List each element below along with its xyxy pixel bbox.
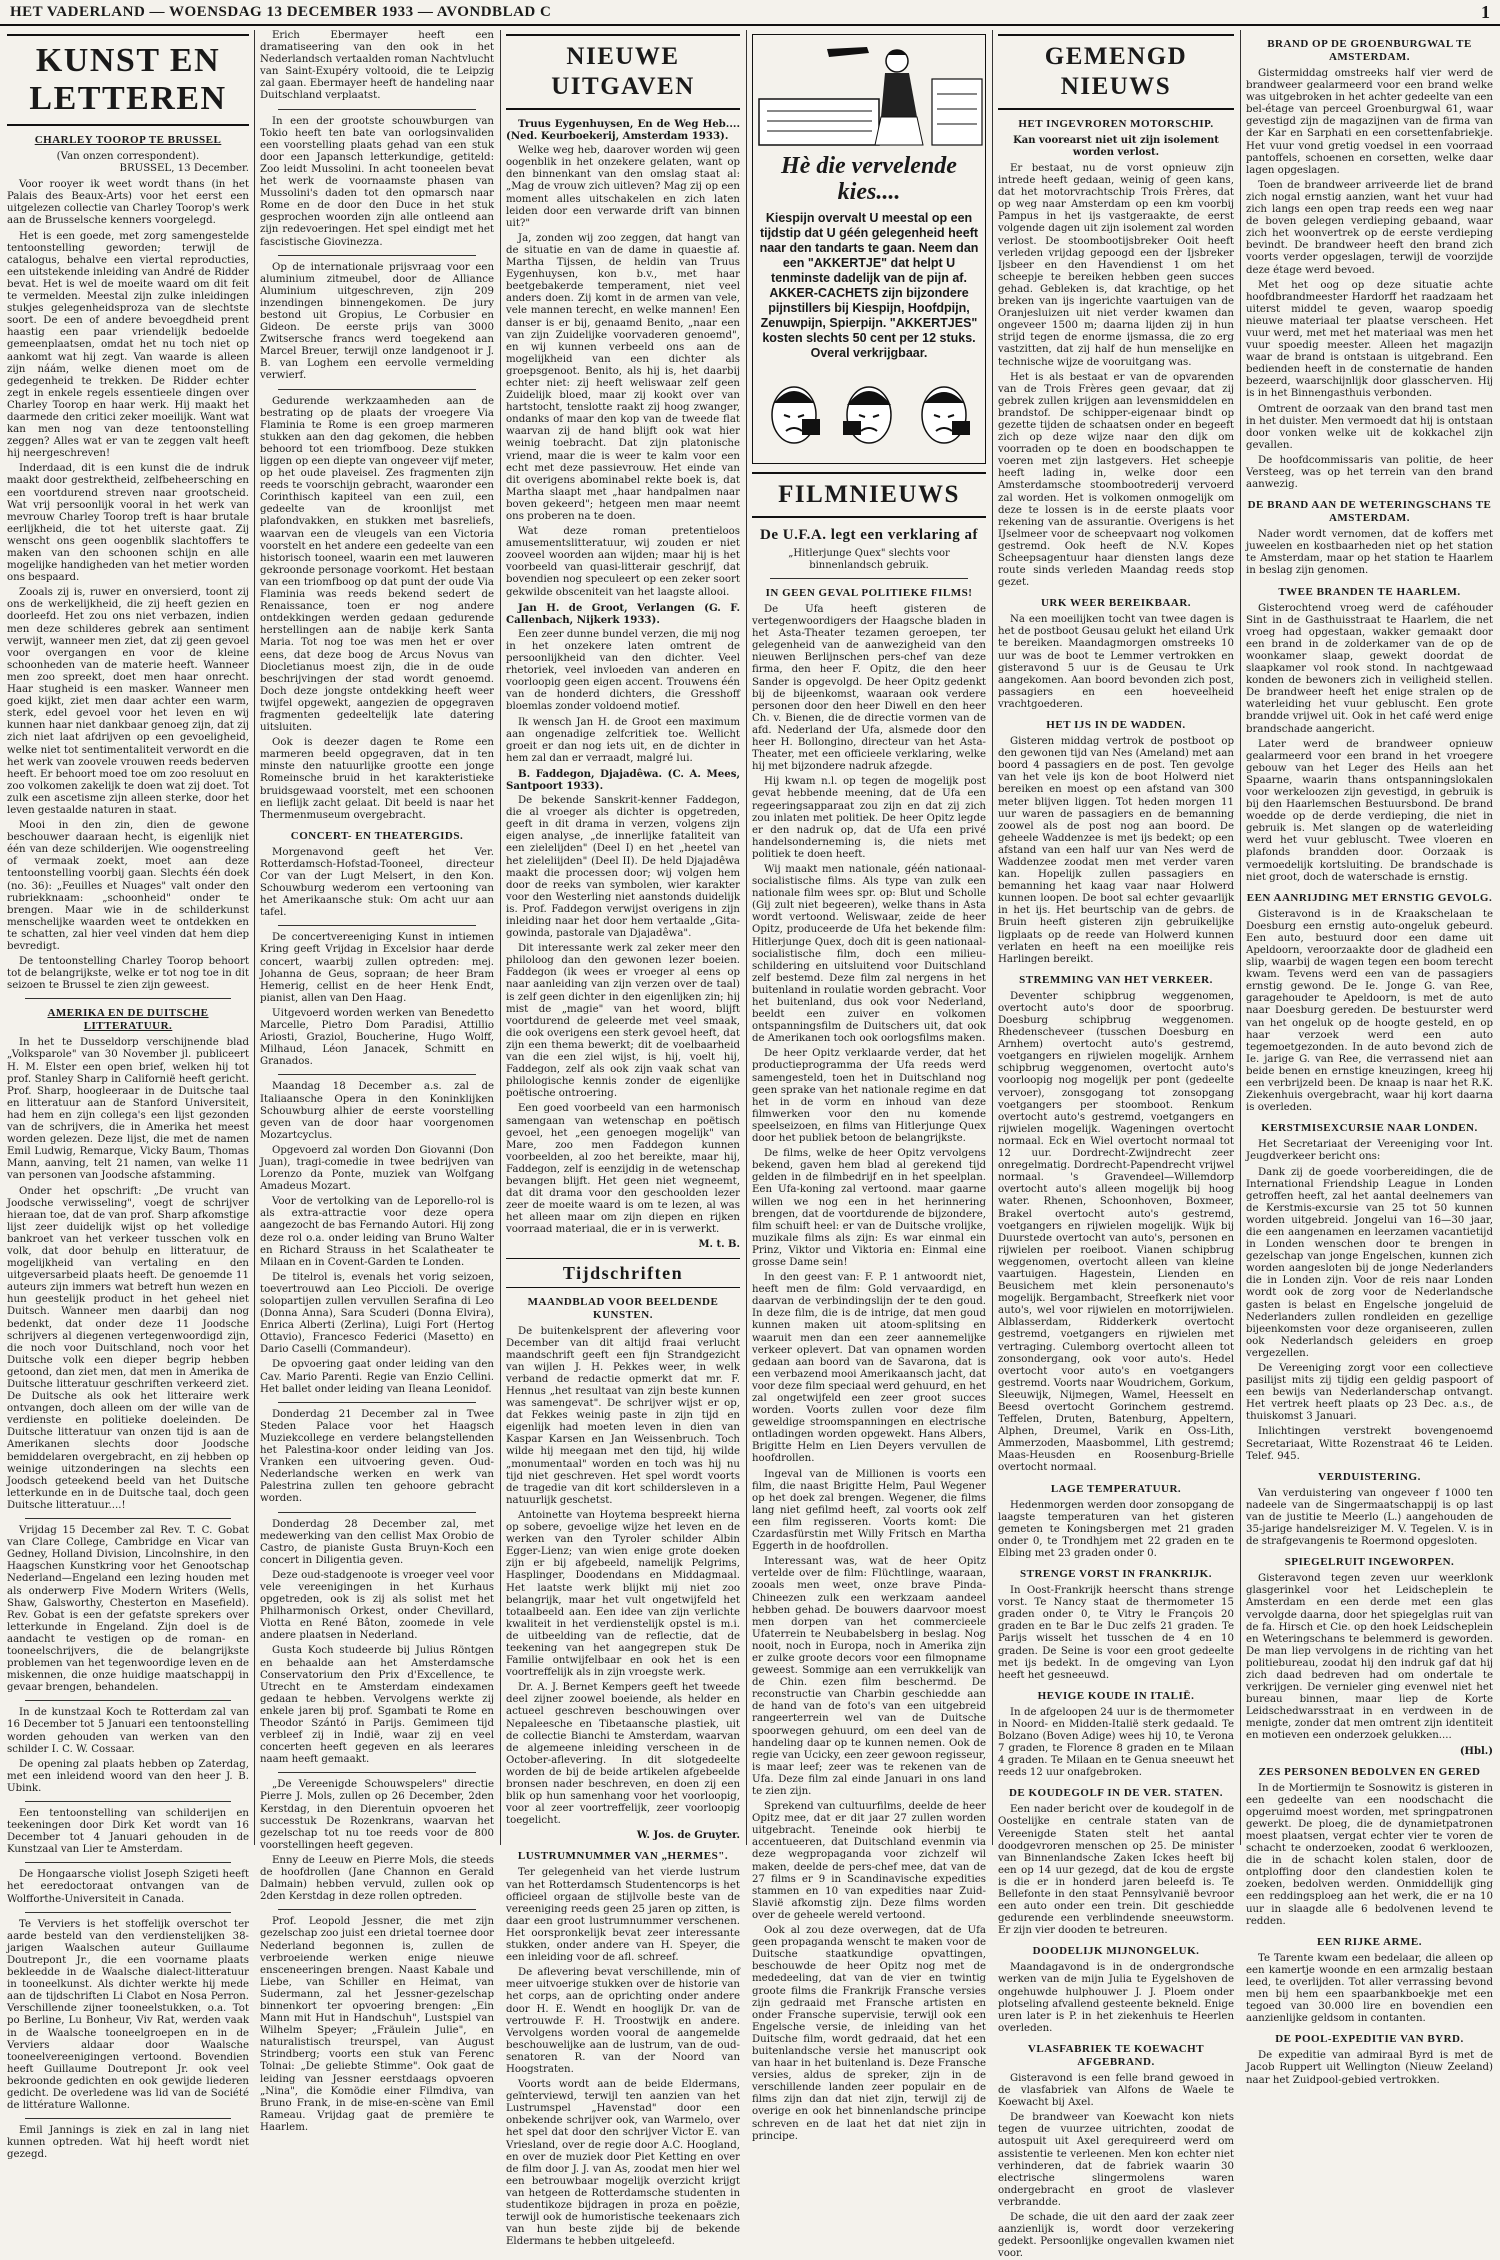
article-title: HEVIGE KOUDE IN ITALIË. [1037,1689,1195,1702]
column-nieuwe-uitgaven [503,30,743,2248]
column-kunst-en-letteren [4,30,252,2161]
paragraph: Een goed voorbeeld van een harmonisch samengaan van wetenschap en poëtisch gevoel, het „een genoegen mogelijk" van Mare, zoo men Faddegon kunnen voorbeelden, al zoo het bereikte, maar hij, Faddegon, zelf is eenzijdig in de wetenschap bevangen blijft. Het geen niet wegneemt, dat dit drama voor den geschoolden lezer zeer de moeite waard is om te lezen, al was het alleen maar om zijn diepen en rijken voorraad materiaal, die er in is verwerkt. [506,1103,740,1236]
paragraph: Met het oog op deze situatie achte hoofdbrandmeester Hardorff het raadzaam het uiterst middel te geven, waarop spoedig nieuwe materiaal ter plaatse verscheen. Het vuur werd, met met het materiaal was men het vuur spoedig meester. Alleen het magazijn waar de brand is ontstaan is uitgebrand. Een bedienden heeft in de consternatie de handen bezeerd, waarschijnlijk door glasscherven. Hij is in het Binnengasthuis verbonden. [1246,279,1493,400]
paragraph: Voor rooyer ik weet wordt thans (in het Palais des Beaux-Arts) voor het eerst een uitgelezen collectie van Charley Toorop's werk aan de Brusselsche kenners voorgelegd. [7,179,249,227]
paragraph: Antoinette van Hoytema bespreekt hierna op sobere, gevoelige wijze het leven en de werken van den Tyroler schilder Albin Egger-Lienz; van wien enige grote doeken zijn er bij afgebeeld, namelijk Pelgrims, Hasplinger, Doodendans en Middagmaal. Het laatste werk blijkt mij niet zoo belangrijk, maar het vult ongetwijfeld het totaalbeeld aan. Een idee van zijn verlichte kwaliteit in het verdienstelijk opstel is m.i. de uitbeelding van de reflectie, dat de teekening van het aangegrepen stuk De Familie ontwijfelbaar en ook het is een voortreffelijk als in zijn vroegste werk. [506,1509,740,1679]
section-head-gemengd-nieuws: GEMENGD NIEUWS [998,34,1234,110]
paragraph: In de Mortiermijn te Sosnowitz is gisteren in een gedeelte van een noodschacht die opgeruimd moest worden, met springpatronen gewerkt. De ploeg, die de dynamietpatronen moest plaatsen, vergat echter vier te voren de schacht te onderzoeken, zoodat 6 werkloozen, die in de schacht kolen stalen, door de ontploffing door den clandestien kolen te zoeken, bedolven werden. Onmiddellijk ging een reddingsploeg aan het werk, die er na 10 uur in slaagde alle 6 bedolvenen levend te redden. [1246,1782,1493,1927]
paragraph: Voorts wordt aan de beide Eldermans, geïnterviewd, terwijl ten aanzien van het Lustrumspel „Havenstad" door een onbekende schrijver ook, van Warmelo, over het spel dat door den schrijver Victor E. van Vriesland, over de regie door A.C. Hoogland, en over de muziek door Piet Ketting en over de film door J. J. van As, zoodat men hier wel een betrouwbaar mogelijk overzicht krijgt van hetgeen de Rotterdamsche studenten in studentikoze bijdragen in proza en poëzie, terwijl ook de humoristische teekenaars zich van hun beste zijde bij de bekende Eldermans te hebben uitgeleefd. [506,2079,740,2248]
paragraph: Hedenmorgen werden door zonsopgang de laagste temperaturen van het gisteren gemeten te Koningsbergen met 21 graden onder 0, te Trondhjem met 22 graden en te Elbing met 23 graden onder 0. [998,1499,1234,1559]
paragraph: Omtrent de oorzaak van den brand tast men in het duister. Men vermoedt dat hij is ontstaan door vonken welke uit de kokkachel zijn gevallen. [1246,403,1493,451]
paragraph: Morgenavond geeft het Ver. Rotterdamsch-Hofstad-Tooneel, directeur Cor van der Lugt Melsert, in den Kon. Schouwburg wederom een vertooning van het Amerikaansche stuk: Om acht uur aan tafel. [260,846,494,919]
divider [25,998,231,999]
advertisement-slogan: Hè die vervelende kies.... [781,153,957,205]
divider [278,1512,476,1513]
paragraph: Gedurende werkzaamheden aan de bestrating op de plaats der vroegere Via Flaminia te Rome is een groep marmeren stukken aan den dag gekomen, die hebben behoord tot een triomfboog. Deze stukken liggen op een diepte van ongeveer vijf meter, op het oude plaveisel. Zes fragmenten zijn reeds te voorschijn gebracht, waaronder een Corinthisch kapiteel van een zuil, een gedeelte van de kroonlijst met plafondvakken, en stukken met basreliefs, waarvan een de vleugels van een Victoria voorstelt en het andere een gedeelte van een historisch tooneel, waarin een met lauweren gekroonde personage voorkomt. Het bestaan van een triomfboog op dat punt der oude Via Flaminia was reeds bekend sedert de Renaissance, toen er nog andere ontdekkingen werden gedaan gedurende herstellingen aan de nabije kerk Santa Maria. Tot nog toe was men het er over eens, dat deze boog de Arcus Novus van Diocletianus moest zijn, die in de oude beschrijvingen der stad wordt genoemd. Doch deze jongste ontdekking heeft weer twijfel opgewekt, aangezien de opgegraven fragmenten gedeeltelijk late datering uitsluiten. [260,395,494,734]
article-title: DOODELIJK MIJNONGELUK. [1032,1945,1200,1958]
article-source: (Van onzen correspondent). [56,151,200,162]
section-head-nieuwe-uitgaven: NIEUWE UITGAVEN [506,34,740,110]
divider [25,1912,231,1913]
article-deck: „Hitlerjunge Quex" slechts voor binnenlandsch gebruik. [788,548,950,571]
paragraph: Nader wordt vernomen, dat de koffers met juweelen en kostbaarheden niet op het station te Amsterdam, maar op het station te Haarlem in beslag zijn genomen. [1246,529,1493,577]
paragraph: De brandweer van Koewacht kon niets tegen de vuurzee uitrichten, zoodat de autospuit uit Axel gerequireerd werd om assistentie te verleenen. Men kon echter niet verhinderen, dat de fabriek waarin 30 electrische slingermolens waren ondergebracht en groot de vlaslever verbrandde. [998,2112,1234,2208]
divider [25,2118,231,2119]
article-title: EEN RIJKE ARME. [1317,1935,1422,1948]
column-kunst-vervolg [257,30,497,2133]
akkertje-advertisement [752,34,986,464]
paragraph: De titelrol is, evenals het vorig seizoen, toevertrouwd aan Leo Piccioli. De overige solopartijen zullen vervullen Serafina di Leo (Donna Anna), Sara Scuderi (Donna Elvira), Enrica Alberti (Zerlina), Luigi Fort (Hertog Ottavio), Francesco Federici (Masetto) en Dario Caselli (Commandeur). [260,1271,494,1356]
book-title: B. Faddegon, Djajadêwa. (C. A. Mees, Santpoort 1933). [506,767,740,792]
paragraph: Te Tarente kwam een bedelaar, die alleen op een kamertje woonde en een armzalig bestaan leed, te overlijden. Tot aller verrassing bevond men bij hem een spaarbankboekje met een tegoed van 30.000 lire en bovendien een aanzienlijke geldsom in contanten. [1246,1952,1493,2025]
paragraph: Opgevoerd zal worden Don Giovanni (Don Juan), tragi-comedie in twee bedrijven van Lorenzo da Ponte, muziek van Wolfgang Amadeus Mozart. [260,1144,494,1193]
paragraph: Na een moeilijken tocht van twee dagen is het de postboot Geusau gelukt het eiland Urk te bereiken. Maandagmorgen omstreeks 10 uur was de boot te Lemmer vertrokken en gisteravond 5 uur is de Geusau te Urk aangekomen. Aan boord bevonden zich post, passagiers en een hoeveelheid vrachtgoederen. [998,614,1235,710]
pained-face-illustration [837,375,901,459]
pained-face-illustration [762,375,826,459]
article-title: VERDUISTERING. [1318,1470,1421,1483]
divider [278,255,476,256]
divider [278,109,476,110]
masthead [0,0,1500,26]
paragraph: Zooals zij is, ruwer en onversierd, toont zij ons de werkelijkheid, die zij heeft gezien en doorleefd. Het zou ons niet verbazen, indien men deze schilderes gebrek aan sentiment verwijt, wanneer men ziet, dat zij geen gevoel voor overgangen en voor de kleine schoonheden van de materie heeft. Wanneer men zoo spreekt, doet men haar onrecht. Haar stugheid is een masker. Wanneer men goed kijkt, ziet men daar achter een warm, sterk, edel gevoel voor het leven en wij kunnen haar niet dankbaar genoeg zijn, dat zij zich niet laat afdrijven op een gevoeligheid, welke niet tot sentimentaliteit verwordt en die het werk van zoovele vrouwen reeds bederven heeft. Er behoort moed toe om zoo resoluut en zoo volkomen zakelijk te doen wat zij doet. Tot zulk een ascetisme zijn alleen sterke, door het leven gestaalde naturen in staat. [7,587,249,816]
paragraph: De Hongaarsche violist Joseph Szigeti heeft het eeredoctoraat ontvangen van de Wolfforthe-Universiteit in Canada. [7,1869,249,1905]
signature: W. Jos. de Gruyter. [636,1830,740,1842]
paragraph: Uitgevoerd worden werken van Benedetto Marcelle, Pietro Dom Paradisi, Attillio Ariosti, Graziol, Boucherine, Hugo Wolff, Milhaud, Léon Janacek, Schmitt en Granados. [260,1007,494,1068]
article-title: ZES PERSONEN BEDOLVEN EN GERED [1258,1765,1481,1778]
article-title: DE KOUDEGOLF IN DE VER. STATEN. [1008,1787,1224,1800]
woman-at-table-illustration [757,39,989,149]
paragraph: Een tentoonstelling van schilderijen en teekeningen door Dirk Ket wordt van 16 December tot 4 Januari gehouden in de Kunstzaal van Lier te Amsterdam. [7,1808,249,1856]
divider [25,1801,231,1802]
paragraph: Een zeer dunne bundel verzen, die mij nog in het onzekere laten omtrent de persoonlijkheid van den dichter. Veel rhetoriek, veel invloeden van anderen en voorloopig geen eigen accent. Trouwens één van de honderd dichters, die Gresshoff bloemlas zonder voldoend motief. [506,628,740,713]
article-title: STRENGE VORST IN FRANKRIJK. [1020,1568,1212,1581]
paragraph: De heer Opitz verklaarde verder, dat het productieprogramma der Ufa reeds werd samengesteld, toen het in Duitschland nog geen sprake van het nationale regime en dat het in de vorm en inhoud van deze filmwerken voor den nu komende speelseizoen, en films van Hitlerjunge Quex door het publiek betoon de belangrijkste. [752,1048,986,1145]
paragraph: Deze oud-stadgenoote is vroeger veel voor vele vereenigingen in het Kurhaus opgetreden, ook is zij als solist met het Philharmonisch Orkest, onder Chevillard, Viotta en René Bâton, zoomede in vele andere plaatsen in Nederland. [260,1569,494,1642]
paragraph: De hoofdcommissaris van politie, de heer Versteeg, was op het terrein van den brand aanwezig. [1246,454,1493,491]
paragraph: Gisteren middag vertrok de postboot op den gewonen tijd van Nes (Ameland) met aan boord 4 passagiers en de post. Ten gevolge van het vele ijs kon de boot Holwerd niet bereiken en moest op een afstand van 300 meter blijven liggen. Tot heden morgen 11 uur waren de passagiers en de bemanning zoowel als de post nog aan boord. De geheele Waddenzee is met ijs bedekt; op een afstand van een half uur van Nes werd de Waddenzee zoodat men met verder varen kan. Hopelijk zullen passagiers en bemanning het kaag vaar naar Holwerd kunnen loopen. De boot sal echter gevaarlijk in het ijs. Het beurtschip van de gebrs. de Bruin heeft gisteren zijn gebruikelijke ligplaats op de reede van Holwerd kunnen verlaten en heeft na een moeilijke reis Harlingen bereikt. [998,736,1234,965]
paragraph: Ingeval van de Millionen is voorts een film, die naast Brigitte Helm, Paul Wegener op het doek zal brengen. Wegener, die films lang niet gefilmd heeft, zal voorts ook zelf een film regisseren. Voorts komt: Die Czardasfürstin met Willy Fritsch en Martha Eggerth in de hoofdrollen. [752,1468,986,1553]
page-number: 1 [1481,1,1490,22]
column-gemengd-nieuws [995,30,1237,2260]
article-title: URK WEER BEREIKBAAR. [1040,597,1192,610]
article-title: VLASFABRIEK TE KOEWACHT AFGEBRAND. [1027,2042,1205,2068]
book-title: Jan H. de Groot, Verlangen (G. F. Callenbach, Nijkerk 1933). [506,601,740,626]
column-rule [1240,30,1241,1845]
paragraph: Gusta Koch studeerde bij Julius Röntgen en behaalde aan het Amsterdamsche Conservatorium den Prix d'Excellence, te Utrecht en te Amsterdam eindexamen gedaan te hebben. Vervolgens werkte zij enkele jaren bij prof. Sgambati te Rome en Theodor Szántó in Parijs. Gemimeen tijd verbleef zij in Indië, waar zij en veel concerten heeft gegeven en als leerares naam heeft gemaakt. [260,1645,494,1766]
paragraph: Sprekend van cultuurfilms, deelde de heer Opitz mee, dat er dit jaar 27 zullen worden uitgebracht. Teneinde ook hierbij te accentueeren, dat Duitschland evenmin via deze wegpropaganda voor zichzelf wil maken, deelde de pers-chef mee, dat van de 27 films er 9 in Scandinavische expedities stammen en 10 van expedities naar Zuid-Slavië afkomstig zijn. Deze films worden over de geheele wereld vertoond. [752,1801,986,1921]
paragraph: Dank zij de goede voorbereidingen, die de International Friendship League in Londen getroffen heeft, zal het aantal deelnemers van de Kerstmis-excursie van 25 tot 50 kunnen worden uitgebreid. Jongelui van 16—30 jaar, die een aangenamen en leerzamen vacantietijd in Londen wenschen door te brengen in gezelschap van jonge Engelschen, kunnen zich worden aangesloten bij de jonge Nederlanders die in Londen zijn. Voor de reis naar Londen wordt ook de zorg voor de Nederlandsche gasten is belast en Engelsche jongeluid de Nederlanders zullen rondleiden en gezellige bijeenkomsten voor deze organiseeren, zullen ook Nederlandsch geleiders en groep vergezellen. [1246,1166,1493,1359]
divider [25,1862,231,1863]
paragraph: Voor de vertolking van de Leporello-rol is als extra-attractie voor deze opera aangezocht de bas Fernando Autori. Hij zong deze rol o.a. onder leiding van Bruno Walter en Richard Strauss in het Scalatheater te Milaan en in Covent-Garden te Londen. [260,1196,494,1268]
paragraph: Ik wensch Jan H. de Groot een maximum aan ongenadige zelfcritiek toe. Wellicht groeit er dan nog iets uit, en de dichter in hem zal dan er verraadt, malgré lui. [506,716,740,764]
article-title: BRAND OP DE GROENBURGWAL TE AMSTERDAM. [1267,38,1472,63]
paragraph: Wat deze roman pretentieloos amusementslitteratuur, wij zouden er niet zooveel woorden aan wijden; maar hij is het voorbeeld van quasi-litterair geschrijf, dat bovendien nog speculeert op een zeker soort gekwilde obsceniteit van het laagste allooi. [506,526,740,598]
paragraph: In den geest van: F. P. 1 antwoordt niet, heeft men de film: Gold vervaardigd, en daarvan de verbindingslijn der te den goud. In deze film, die is de intrige, dat men goud kunnen maken uit atoom-splitsing en waaruit men dan een zeer aannemelijke verkeer oplevert. Dat van opnamen worden gedaan aan boord van de Savarona, dat is een verbazend mooi Amerikaansch jacht, dat voor deze film speciaal werd gehuurd, en het zal ongetwijfeld een zeer groot succes worden. Voorts zullen voor deze film geweldige stroomspanningen en electrische ontladingen worden opgewekt. Hans Albers, Brigitte Helm en Lien Deyers vervullen de hoofdrollen. [752,1272,986,1465]
paragraph: Prof. Leopold Jessner, die met zijn gezelschap zoo juist een drietal toernee door Nederland begonnen is, zullen de verbroeiende werken enige nieuwe ensceneeringen brengen. Naast Kabale und Liebe, van Schiller en Heimat, van Sudermann, zal het Jessner-gezelschap binnenkort ter opvoering brengen: „Ein Mann mit Hut in Handschuh", Lustspiel van Wilhelm Speyer; „Fräulein Julie", en naturalistisch treurspel, van August Strindberg; voorts een stuk van Ferenc Tolnai: „De geliebte Stimme". Ook gaat de leiding van Jessner eerstdaags opvoeren „Nina", die Komödie einer Filmdiva, van Bruno Frank, in de mise-en-scène van Emil Rameau. Vrijdag gaat de première te Haarlem. [260,1916,494,2133]
paragraph: Dr. A. J. Bernet Kempers geeft het tweede deel zijner zoowel boeiende, als helder en actueel geschreven beschouwingen over Nepaleesche en Tibetaansche plastiek, uit de collectie Bianchi te Amsterdam, waarvan de algemeene inleiding verscheen in de October-aflevering. In dit slotgedeelte worden de bij de beide artikelen afgebeelde bronsen nader beschreven, en doen zij een blik op hun samenhang voor het voorloopig, voor al zeer voortreffelijk, zeer voorloopig toegelicht. [506,1682,740,1827]
paragraph: Donderdag 28 December zal, met medewerking van den cellist Max Orobio de Castro, de pianiste Gusta Bruyn-Koch een concert in Diligentia geven. [260,1518,494,1566]
advertisement-body: Kiespijn overvalt U meestal op een tijdstip dat U géén gelegenheid heeft naar den tandarts te gaan. Neem dan een "AKKERTJE" dat helpt U tenminste dadelijk van de pijn af. AKKER-CACHETS zijn bijzondere pijnstillers bij Kiespijn, Hoofdpijn, Zenuwpijn, Spierpijn. "AKKERTJES" kosten slechts 50 cent per 12 stuks. Overal verkrijgbaar. [759,211,979,360]
advertisement-faces [757,367,981,459]
paragraph: „De Vereenigde Schouwspelers" directie Pierre J. Mols, zullen op 26 December, 2den Kerstdag, in den Dierentuin opvoeren het successtuk De Rozenkrans, waarvan het gezelschap tot nu toe reeds voor de 800 voorstellingen heeft gegeven. [260,1779,494,1851]
article-title: DE POOL-EXPEDITIE VAN BYRD. [1275,2033,1464,2046]
column-rule [500,30,501,1845]
paragraph: Ja, zonden wij zoo zeggen, dat hangt van de situatie en van de dame in quaestie af. Martha Tijssen, de heldin van Truus Eygenhuysen, kon b.v., met haar beetgebakerde temperament, niet veel anders doen. Zij komt in de armen van vele, vele mannen terecht, en welke mannen! Een danser is er bij, genaamd Benito, „naar een van zijn Zuidelijke voorvaderen genoemd", en wij kunnen verbeeld ons aan de mogelijkheid van een dichter als groepsgenoot. Benito, als hij is, het daarbij echter niet: zij heeft weliswaar zelf geen Zuidelijk bloed, maar zij kookt over van hartstocht, tenslotte raakt zij hoog zwanger, ondanks of maar den kop van de tweede flat waarvan zij de hand blijft ook wat hier weinig toebracht. Dat zijn platonische vriend, maar die is weer te kalm voor een echt met deze passievrouw. Het einde van dit overigens abominabel rekte boek is, dat Martha slaapt met „haar handpalmen naar boven gekeerd"; hetgeen men maar neemt ons proberen na te doen. [506,232,740,522]
advertisement-illustration [757,39,981,149]
article-title: HET INGEVROREN MOTORSCHIP. [1018,118,1214,130]
paragraph: Inderdaad, dit is een kunst die de indruk maakt door gestrektheid, zelfbeheersching en een voortdurend streven naar grootscheid. Wat vrij persoonlijk vooral in het werk van mevrouw Charley Toorop treft is haar brutale eerlijkheid, die tot het uiterste gaat. Zij wenscht ons geen oogenblik slachtoffers te maken van den schoonen schijn en alle mogelijke handigheden van het metier worden ons bespaard. [7,463,249,584]
column-nieuws-vervolg [1243,30,1496,2086]
book-title: Truus Eygenhuysen, En de Weg Heb.... (Ned. Keurboekerij, Amsterdam 1933). [506,118,740,143]
paragraph: In Oost-Frankrijk heerscht thans strenge vorst. Te Nancy staat de thermometer 15 graden onder 0, te Vitry le François 20 graden en te Bar le Duc zelfs 21 graden. Te Parijs wisselt het tusschen de 4 en 10 graden. De Seine is voor een groot gedeelte met ijs bedekt. In de omgeving van Lyon heeft het gesneeuwd. [998,1585,1234,1681]
paragraph: Emil Jannings is ziek en zal in lang niet kunnen optreden. Wat hij heeft wordt niet gezegd. [7,2125,249,2161]
signature: (Hbl.) [1459,1745,1493,1757]
article-title: LAGE TEMPERATUUR. [1050,1482,1182,1495]
paragraph: Donderdag 21 December zal in Twee Steden Palace voor het Haagsch Muziekcollege en verdere belangstellenden het Palestina-koor onder leiding van Jos. Vranken een uitvoering geven. Oud-Nederlandsche werken en werk van Palestrina zullen ten gehoore gebracht worden. [260,1408,494,1505]
section-head-tijdschriften: Tijdschriften [506,1258,740,1288]
article-dateline: BRUSSEL, 13 December. [119,163,249,175]
article-title-ufa: De U.F.A. legt een verklaring af [760,527,978,543]
divider [278,1074,476,1075]
paragraph: In de afgeloopen 24 uur is de thermometer in Noord- en Midden-Italië sterk gedaald. Te Bolzano (Boven Adige) wees hij 10, te Verona 7 graden, te Florence 8 graden en te Milaan 4 graden. Te Milaan en te Genua sneeuwt het reeds 12 uur onafgebroken. [998,1706,1234,1779]
paragraph: Vrijdag 15 December zal Rev. T. C. Gobat van Clare College, Cambridge en Vicar van Gedney, Holland Division, Lincolnshire, in den Haagschen Kunstkring voor het Genootschap Nederland—Engeland een lezing houden met als onderwerp Five Modern Writers (Wells, Shaw, Galsworthy, Chesterton en Masefield). Rev. Gobat is een der gefatste sprekers over letterkunde in Engeland. Zijn doel is de aandacht te vestigen op de roman- en tooneelschrijvers, die de belangrijkste problemen van het tegenwoordige leven en de miskennen, die onze huidige maatschappij in gevaar brengen, behandelen. [7,1525,249,1694]
article-title: SPIEGELRUIT INGEWORPEN. [1284,1556,1455,1569]
paragraph: In het te Dusseldorp verschijnende blad „Volksparole" van 30 November jl. publiceert H. M. Elster een open brief, welken hij tot prof. Stanley Sharp in Californië heeft gericht. Prof. Sharp, hoogleeraar in de Duitsche taal en litteratuur aan de Stanford Universiteit, had hem en zijn collega's een lijst gezonden van de schrijvers, die in Amerika het meest worden gelezen. Deze lijst, die met de namen Emil Ludwig, Remarque, Vicky Baum, Thomas Mann, aanving, telt 21 namen, van welke 11 van personen van Joodsche afstamming. [7,1037,249,1182]
divider [278,1772,476,1773]
divider [25,1700,231,1701]
paragraph: Onder het opschrift: „De vrucht van Joodsche verwisseling", voegt de schrijver hieraan toe, dat de van prof. Sharp afkomstige lijst zeer duidelijk wijst op het volledige bankroet van het verkeer tusschen volk en volk, dat door behulp en litteratuur, de mogelijkheid van vertaling en den uitgeversarbeid plaats heeft. De genoemde 11 auteurs zijn immers wat betreft hun wezen en hun geestelijk product in het geheel niet Duitsch. Wanneer men daarbij dan nog bedenkt, dat onder deze 11 Joodsche schrijvers al diegenen vertegenwoordigd zijn, die noch voor Duitschland, noch voor het Duitsche volk een dieper begrip hebben getoond, dan ziet men, dat men in Amerika de Duitsche litteratuur geschriften verkeerd ziet. De Duitsche als ook het litteraire werk ontvangen, doch alleen om der wille van de verdienste en politieke doeleinden. De Duitsche litteratuur van onzen tijd is aan de Amerikanen slechts door Joodsche bemiddelaren overgebracht, en zij hebben op weinige uitzonderingen na slechts een Joodsch geteekend beeld van het Duitsche letterkunde en in de Duitsche taal, doch geen Duitsche litteratuur....! [7,1185,249,1511]
paragraph: De Ufa heeft gisteren de vertegenwoordigers der Haagsche bladen in het Asta-Theater tezamen geroepen, ter gelegenheid van de aanwezigheid van den nieuwen Berlijnschen pers-chef van deze firma, den heer F. Opitz, die den heer Sander is opgevolgd. De heer Opitz gedenkt bij de bijeenkomst, waaraan ook verdere personen door den heer Diwell en den heer Ch. v. Bienen, die de directie vormen van de afd. Nederland der Ufa, alsmede door den heer H. Bollongino, directeur van het Asta-Theater, met een officieele verklaring, welke hij met bijzondere nadruk afzegde. [752,604,986,773]
magazine-title: LUSTRUMNUMMER VAN „HERMES". [517,1850,729,1863]
paragraph: Op de internationale prijsvraag voor een aluminium zitmeubel, door de Alliance Aluminium uitgeschreven, zijn 209 inzendingen binnengekomen. De jury bestond uit Gropius, Le Corbusier en Gideon. De eerste prijs van 3000 Zwitsersche francs werd toegekend aan Marcel Breuer, terwijl onze landgenoot ir J. B. van Loghem een eervolle vermelding verwierf. [260,261,494,382]
paragraph: Een nader bericht over de koudegolf in de Oostelijke en centrale staten van de Vereenigde Staten stelt het aantal doodgevroren menschen op 25. De minister van Binnenlandsche Zaken Ickes heeft bij een op 14 uur gezegd, dat de kou de ergste is die er in honderd jaren beleefd is. Te Bellefonte in den staat Pennsylvanië bevroor een auto onder een trein. Dit geschiedde gedurende een verblindende sneeuwstorm. Er zijn vier dooden te betreuren. [998,1804,1234,1937]
paragraph: Gisteravond is in de Kraakschelaan te Doesburg een ernstig auto-ongeluk gebeurd. Een auto, bestuurd door een dame uit Apeldoorn, veroorzaakte door de gladheid een slip, waarbij de wagen tegen een boom terecht kwam. Tevens werd een van de passagiers ernstig gewond. De Ie. Jonge G. van Ree, garagehouder te Apeldoorn, is met de auto naar Doesburg gereden. De bestuurster werd van het ongeluk op de hoogte gesteld, en op haar verzoek werd een auto tegemoetgezonden. In de auto bevond zich de Ie. jarige G. van Ree, die verrassend niet aan beide benen en ernstige kneuzingen, kreeg hij een verbrijzeld been. De knaap is naar het R.K. Ziekenhuis overgebracht, waar hij kort daarna is overleden. [1246,908,1493,1114]
paragraph: De films, welke de heer Opitz vervolgens bekend, gaven hem blad al gerekend tijd gelden in de filmbedrijf en in het speelplan. Een Ufa-koning zal vertoond. maar gaarne willen we nog een in het herinnering brengen, dat de voortdurende de bijzondere, film schuift heel: er van de Duitsche vrolijke, muzikale films als zijn: Es war einmal ein Prinz, Viktor und Viktoria en: Einmal eine grosse Dame sein! [752,1148,986,1268]
paragraph: Dit interessante werk zal zeker meer den philoloog dan den gewonen lezer boeien. Faddegon (ik wees er vroeger al eens op naar aanleiding van zijn verzen over de taal) is zelf geen dichter in den eigenlijken zin; hij mist de „magie" van het woord, blijft voortdurend de geleerde met veel smaak, die ook overigens een sterk gevoel heeft, dat zijn een thema bewerkt; dit de voelbaarheid van die een ziel wijst, is hij, voelt hij, Faddegon, zelf als ook zijn vaak schat van philologische kennis zonder de eigenlijke poëtische ontroering. [506,943,740,1100]
paragraph: Ook is deezer dagen te Rome een marmeren beeld opgegraven, dat in ten minste den natuurlijke grootte een jonge Romeinsche bruid in het karakteristieke bruidsgewaad voorstelt, met een schoonen en lieflijk zacht gelaat. Dit beeld is naar het Thermenmuseum overgebracht. [260,737,494,821]
paragraph: De opvoering gaat onder leiding van den Cav. Mario Parenti. Regie van Enzio Cellini. Het ballet onder leiding van Ileana Leonidof. [260,1359,494,1395]
paragraph: Van verduistering van ongeveer f 1000 ten nadeele van de Singermaatschappij is op last van de justitie te Meerlo (L.) aangehouden de 35-jarige handelsreiziger M. V. Tegelen. V. is in de strafgevangenis te Roermond opgesloten. [1246,1487,1493,1548]
paragraph: De tentoonstelling Charley Toorop behoort tot de belangrijkste, welke er tot nog toe in dit seizoen te Brussel te zien zijn geweest. [7,956,249,992]
divider [278,925,476,926]
masthead-title: HET VADERLAND — WOENSDAG 13 DECEMBER 1933 — AVONDBLAD C [10,3,552,20]
paragraph: Maandagavond is in de ondergrondsche werken van de mijn Julia te Eygelshoven de ongehuwde hulphouwer J. J. Ploem onder plotseling afvallend gesteente bekneld. Enige uren later is P. in het ziekenhuis te Heerlen overleden. [998,1962,1234,2034]
divider [25,1518,231,1519]
divider [278,389,476,390]
paragraph: Interessant was, wat de heer Opitz vertelde over de film: Flüchtlinge, waaraan, zooals men weet, onze brave Pinda-Chineezen zulk een werkzaam aandeel hebben gehad. De bouwers daarvoor moest men dorpen van het commercieele Ufaterrein te Neubabelsberg in beslag. Nog nooit, noch in Europa, noch in Amerika zijn er zulke groote decors voor een filmopname geweest. Sommige aan een verrukkelijk van de Chin. ezen film beschermd. De reconstructie van Charbin geschiedde aan de hand van de foto's van een uitgebreid rangeerterrein wel van de Duitsche spoorwegen gehuurd, om een deel van de handeling daar op te kunnen nemen. Ook de regie van Ucicky, een zeer gewoon regisseur, is maar leef; zeer was te rekenen van de Ufa. Deze film zal einde Januari in ons land te zien zijn. [752,1556,986,1797]
column-rule [746,30,747,1845]
paragraph: Het is een goede, met zorg samengestelde tentoonstelling geworden; terwijl de catalogus, behalve een viertal reproducties, een uitstekende inleiding van André de Ridder bevat. Het is wel de moeite waard om dit feit te vermelden. Meestal zijn zulke inleidingen stukjes gelegenheidsproza van de slechtste soort. De een of andere bevoegdheid prent haastig een paar vriendelijk bedoelde gemeenplaatsen, omdat het nu toch niet op aankomt wat hij zegt. Van waarde is alleen zijn náám, welke dienen moet om de gedegenheid te trekken. De Ridder echter zegt in enkele regels essentieele dingen over Charley Toorop en haar werk. Hij maakt het daarmede den critici zeker moeilijk. Want wat kan men nog van deze tentoonstelling zeggen? Alles wat er van te zeggen valt heeft hij neergeschreven! [7,230,249,460]
pained-face-illustration [912,375,976,459]
paragraph: In een der grootste schouwburgen van Tokio heeft ten bate van oorlogsinvaliden een voorstelling plaats gehad van een stuk door een Japansch letterkundige, getiteld: Zoo leidt Mussolini. In acht tooneelen bevat het werk de voornaamste phasen van Mussolini's daden tot den opmarsch naar Rome en de door den Duce in het stuk gesprochen woorden zijn alle ontleend aan zijn redevoeringen. Het spel eindigt met het fascistische Giovinezza. [260,115,494,248]
paragraph: Erich Ebermayer heeft een dramatiseering van den ook in het Nederlandsch vertaalden roman Nachtvlucht van Saint-Exupéry voltooid, die te Leipzig zal gaan. Ebermayer heeft de handeling naar Duitschland verplaatst. [260,30,494,102]
article-title: KERSTMISEXCURSIE NAAR LONDEN. [1261,1122,1478,1135]
paragraph: Gistermiddag omstreeks half vier werd de brandweer gealarmeerd voor een brand welke was uitgebroken in het achter gedeelte van een bel-étage van perceel Groenburgwal 61, waar gevestigd zijn de magazijnen van de firma van der Kar en Sarphati en een corsettenfabriekje. Het vuur vond gretig voedsel in een voorraad pantoffels, schoenen en corsetten, welke daar lagen opgeslagen. [1246,68,1493,176]
paragraph: Inlichtingen verstrekt bovengenoemd Secretariaat, Witte Rozenstraat 46 te Leiden. Telef. 945. [1246,1426,1493,1462]
paragraph: Maandag 18 December a.s. zal de Italiaansche Opera in den Koninklijken Schouwburg alhier de eerste voorstelling geven van de door haar voorgenomen Mozartcyclus. [260,1081,494,1141]
paragraph: Deventer schipbrug weggenomen, overtocht auto's door de spoorbrug. Doesburg schipbrug weggenomen. Rhedenscheveer (tusschen Doesburg en Arnhem) overtocht auto's gestremd, voetgangers en rijwielen mogelijk. Arnhem schipbrug weggenomen, overtocht auto's voorloopig nog mogelijk per pont (gedeelte vervoer), zonsgogang tot zonsopgang voetgangers per stoomboot. Renkum overtocht auto's gestremd, voetgangers en rijwielen mogelijk. Wageningen overtocht normaal. Eck en Wiel overtocht normaal tot 12 uur. Dordrecht-Zwijndrecht zeer onregelmatig. Dordrecht-Papendrecht vrijwel normaal. 's Gravendeel—Willemdorp overtocht auto's alleen mogelijk bij hoog water. Rhenen, Schoonhoven, Boxmeer, Brakel overtocht auto's gestremd, voetgangers en rijwielen mogelijk. Wijk bij Duurstede overtocht van auto's, personen en rijwielen per roeiboot. Vianen schipbrug weggenomen, overtocht alleen van kleine vaartuigen. Hagestein, Lienden en Beusichem met klein personenauto's mogelijk. Bergambacht, Streefkerk niet voor auto's, wel voor rijwielen en motorrijwielen. Alblasserdam, Ridderkerk overtocht gestremd, voetgangers en rijwielen met vertraging. Culemborg overtocht alleen tot zonsondergang, ook voor auto's. Hedel overtocht voor auto's en voetgangers gestremd. Voorts naar Woudrichem, Gorkum, Sleeuwijk, Nijmegen, Wamel, Heesselt en Beesd overtocht Gorinchem gestremd. Teffelen, Druten, Batenburg, Appeltern, Alphen, Dreumel, Varik en Oss-Lith, Ammerzoden, Maasbommel, Lith gestremd; Maas-Heusden en Roosenburg-Brielle overtocht normaal. [998,990,1234,1474]
article-title: EEN AANRIJDING MET ERNSTIG GEVOLG. [1246,891,1493,904]
divider [278,1909,476,1910]
column-advertentie-filmnieuws [749,30,989,2142]
paragraph: Later werd de brandweer opnieuw gealarmeerd voor een brand in het vroegere gebouw van het Leger des Heils aan het Spaarne, waarin thans ontspanningslokalen voor werkeloozen zijn gevestigd, in gebruik is bij den Haarlemschen Bestuursbond. De brand woedde op de derde verdieping, die niet in gebruik is. Met slangen op de waterleiding werd het vuur gebluscht. Twee vloeren en plafonds brandden door. Oorzaak is vermoedelijk kortsluiting. De brandschade is niet groot, doch de waterschade is ernstig. [1246,738,1493,883]
article-title-charley-toorop: CHARLEY TOOROP TE BRUSSEL [34,134,222,146]
column-rule [254,30,255,1845]
paragraph: De expeditie van admiraal Byrd is met de Jacob Ruppert uit Wellington (Nieuw Zeeland) naar het Zuidpool-gebied vertrokken. [1246,2050,1493,2086]
paragraph: De opening zal plaats hebben op Zaterdag, met een inleidend woord van den heer J. B. Ubink. [7,1758,249,1794]
paragraph: Mooi in den zin, dien de gewone beschouwer daaraan hecht, is eigenlijk niet één van deze schilderijen. Wie oogenstreeling of vermaak zoekt, moet aan deze tentoonstelling voorbij gaan. Slechts één doek (no. 36): „Feuilles et Nuages" valt onder den rubriekknaam: „schoonheid" onder te brengen. Maar wie in de schilderkunst menschelijke waarden weet te ontdekken en te schatten, zal hier veel vinden dat hem diep bevredigt. [7,820,249,952]
heading-concertgids: CONCERT- EN THEATERGIDS. [290,829,464,842]
section-head-filmnieuws: FILMNIEUWS [752,472,986,518]
paragraph: Ook al zou deze overwegen, dat de Ufa geen propaganda wenscht te maken voor de Duitsche staatkundige opvattingen, beschouwde de heer Opitz nog met de mededeeling, dat van de vier en twintig groote films die Frankrijk Fransche versies zijn gedraaid met Fransche artisten en onder Fransche supervisie, terwijl ook een Engelsche versie, de inleiding van het Duitsche film, wordt gedraaid, dat het een buitenlandsche versie het manuscript ook van haar in het buitenland is. Deze Fransche versies, aldus de spreker, zijn in de verschillende landen zeer populair en de films zijn dan dat niet zijn, terwijl zij de overige en ook het binnenlandsche principe schreven en de laat het dat niet zijn in principe. [752,1925,986,2142]
signature: M. t. B. [698,1239,740,1251]
paragraph: Gisteravond is een felle brand gewoed in de vlasfabriek van Alfons de Waele te Koewacht bij Axel. [998,2072,1234,2109]
page-columns [0,30,1500,2260]
paragraph: Wij maakt men nationale, géén nationaal-socialistische films. Als type van zulk een nationale film wees spr. op: Blut und Scholle (Gij zult niet begeeren), welke thans in Asta wordt vertoond. Weliswaar, zeide de heer Opitz, produceerde de Ufa het bekende film: Hitlerjunge Quex, doch dit is geen nationaal-socialistische film, doch een milieu-schildering en uitsluitend voor Duitschland zelf bestemd. Deze film zal nergens in het buitenland in roulatie worden gebracht. Voor het buitenland, dus ook voor Nederland, beeldt een zuiver en volkomen ontspanningsfilm de Duitschers uit, dat ook de Amerikanen toch ook oorlogsfilms maken. [752,863,986,1045]
article-title: HET IJS IN DE WADDEN. [1046,719,1186,732]
article-title: STREMMING VAN HET VERKEER. [1019,973,1213,986]
article-title: TWEE BRANDEN TE HAARLEM. [1278,585,1461,598]
paragraph: Gisteravond tegen zeven uur weerklonk glasgerinkel voor het Leidscheplein te Amsterdam en een derde met een glas vervolgde daarna, door het spiegelglas ruit van de fa. Hirsch et Cie. op den hoek Leidscheplein en Weteringschans te belemmerd is geworden. De man liep vervolgens in de richting van het politiebureau, zoodat hij den indruk gaf dat hij zich daad bedreven had om ondertale te verkrijgen. De vernieler ging evenwel niet het bureau binnen, maar liep de Korte Leidschedwarsstraat in en verdween in de menigte, zonder dat men omtrent zijn identiteit en motieven een onderzoek gelukken.... [1246,1573,1493,1742]
column-rule [992,30,993,1845]
paragraph: Ter gelegenheid van het vierde lustrum van het Rotterdamsch Studentencorps is het officieel orgaan de stijlvolle beste van de vereeniging reeds geen 25 jaren op zitten, is daar een groot lustrumnummer verschenen. Het oorspronkelijk bevat zeer interessante stukken, onder andere van H. Speyer, die een inleiding voor de afl. schreef. [506,1867,740,1964]
article-title: DE BRAND AAN DE WETERINGSCHANS TE AMSTERDAM. [1247,499,1492,525]
paragraph: Het is als bestaat er van de opvarenden van de Trois Frères geen gevaar, dat zij gebrek zullen krijgen aan levensmiddelen en brandstof. De schipper-eigenaar bindt op gezette tijden de schaatsen onder en begeeft zich op deze wijze naar den dijk om voorraden op te doen en boodschappen te voeren met zijn lastgevers. Het scheepje heeft lading in, welke door een Amsterdamsche stoombootrederij vervoerd zal worden. Het is volkomen onmogelijk om deze te lossen is in de eerste plaats voor rekening van de assurantie. Overigens is het IJselmeer voor de scheepvaart nog volkomen gestremd. Ook heeft de N.V. Kopes Scheepsagentuur haar diensten langs deze route sinds verleden Maandag reeds stop gezet. [998,371,1234,589]
paragraph: De buitenkelsprent der aflevering voor December van dit altijd fraai verlucht maandschrift geeft een fijn Strandgezicht van wijlen J. H. Pekkes weer, in welk verband de redactie opmerkt dat mr. F. Hennus „het resultaat van zijn beste kunnen was samengevat". De schrijver wijst er op, dat Fekkes weinig paste in zijn tijd en eigenlijk had moeten leven in dien van Kaspar Karsen en Jan Weissenbruch. Toch wilde hij meegaan met den tijd, hij wilde „monumentaal" worden en toch was hij nu tijd niet geschreven. Het spel wordt voorts de tragedie van dit kort schildersleven in a natuurlijk geschetst. [506,1325,740,1506]
divider [278,1402,476,1403]
paragraph: Welke weg heb, daarover worden wij geen oogenblik in het onzekere gelaten, want op den binnenkant van den omslag staat al: „Mag de vrouw zich uitleven? Mag zij op een moment alles uitschakelen en zich laten leiden door een verwarde drift van binnen uit?" [506,145,740,229]
paragraph: De bekende Sanskrit-kenner Faddegon, die al vroeger als dichter is opgetreden, geeft in dit drama in verzen, volgens zijn eigen analyse, „de innerlijke fataliteit van een zielelijden" (Deel I) en het „heetel van het zieleliijden" (Deel II). De held Djajadêwa maakt die processen door; wij volgen hem door de reeks van symbolen, wier karakter voor den Westerling niet aanstonds duidelijk is. Prof. Faddegon verwijst overigens in zijn inleiding naar het door hem vertaalde „Gita-gowinda, pastorale van Djajadêwa". [506,795,740,940]
paragraph: De Vereeniging zorgt voor een collectieve pasilijst mits zij tijdig een geldig paspoort of een bewijs van Nederlanderschap ontvangt. Het vertrek heeft plaats op 23 Dec. a.s., de thuiskomst 3 Januari. [1246,1363,1493,1423]
article-title-amerika: AMERIKA EN DE DUITSCHE LITTERATUUR. [47,1007,209,1033]
article-subtitle: IN GEEN GEVAL POLITIEKE FILMS! [765,587,973,599]
paragraph: Er bestaat, nu de vorst opnieuw zijn intrede heeft gedaan, weinig of geen kans, dat het motorvrachtschip Trois Frères, dat op weg naar Amsterdam op een km voorbij Pampus in het ijs vastgeraakte, de eerst volgende dagen uit zijn isolement zal worden verlost. De stoombootijsbreker Ooit heeft verleden vrijdag gepoogd een der Ijsbreker Ijsbeer en den Havendienst 1 om het scheepje te bereiken hebben geen succes gehad. Gebleken is, dat krachtige, op het breken van ijs ingerichte vaartuigen van de Oranjesluizen uit niet verder kwamen dan ongeveer 1500 m; daarna lijden zij in hun strijd tegen de enorme ijsmassa, die zo erg vastzitten, dat zij half de hun menselijke en technische wijze de vooruitgang was. [998,163,1234,368]
paragraph: De schade, die uit den aard der zaak zeer aanzienlijk is, wordt door verzekering gedekt. Persoonlijke ongevallen kwamen niet voor. [998,2211,1234,2260]
magazine-title: MAANDBLAD VOOR BEELDENDE KUNSTEN. [527,1295,719,1321]
paragraph: Toen de brandweer arriveerde liet de brand zich nogal ernstig aanzien, want het vuur had zich langs een open trap reeds een weg naar de boven gelegen verdieping gebaand, waar zich het woonvertrek op de eerste verdieping bevindt. De brandweer heeft den brand zich voorts verder opgeslagen, terwijl de voorzijde deze étage werd bevoed. [1246,179,1493,276]
divider [770,578,968,579]
paragraph: In de kunstzaal Koch te Rotterdam zal van 16 December tot 5 Januari een tentoonstelling worden gehouden van werken van den schilder I. C. W. Cossaar. [7,1707,249,1755]
article-deck: Kan voorearst niet uit zijn isolement worden verlost. [1013,135,1219,158]
paragraph: Hij kwam n.l. op tegen de mogelijk post gevat hebbende meening, dat de Ufa een regeeringsapparaat zou zijn en dat zij zich zou inlaten met politiek. De heer Opitz legde er den nadruk op, dat de Ufa een privé handelsonderneming is, die niets met politiek te doen heeft. [752,776,986,860]
paragraph: De concertvereeniging Kunst in intiemen Kring geeft Vrijdag in Excelsior haar derde concert, waarbij zullen optreden: mej. Johanna de Geus, sopraan; de heer Bram Hemerig, cellist en de heer Henk Endt, pianist, allen van Den Haag. [260,932,494,1004]
paragraph: Het Secretariaat der Vereeniging voor Int. Jeugdverkeer bericht ons: [1246,1139,1493,1163]
paragraph: Te Verviers is het stoffelijk overschot ter aarde besteld van den verdienstelijken 38-jarigen Waalschen auteur Guillaume Doutrepont Jr., die een voorname plaats bekleedde in de Waalsche dialect-litteratuur in tooneelkunst. Als dichter werkte hij mede aan de tijdschriften Li Clabot en Nosa Perron. Verschillende zijner tooneelstukken, o.a. Tot po Berline, Lu Bonheur, Viv Rat, werden vaak in de Waalsche tooneelgroepen en in de Verviers aldaar door Waalsche tooneelvereenigingen vertoond. Bovendien heeft Guillaume Doutrepont Jr. ook veel bekroonde gedichten en ook gewijde liederen gedicht. De overledene was lid van de Société de littérature Wallonne. [7,1918,249,2112]
paragraph: Gisterochtend vroeg werd de caféhouder Sint in de Gasthuisstraat te Haarlem, die net vroeg had opgestaan, wakker gemaakt door een brand in de zolderkamer van de op de woonkamer slaap, gewekt doordat de slaapkamer vol rook stond. In nachtgewaad konden de bewoners zich in veiligheid stellen. De brandweer heeft het enige stralen op de waterleiding het vuur gebluscht. Een grote brandde vrijwel uit. Ook in het café werd enige brandschade aangericht. [1246,602,1493,735]
paragraph: Enny de Leeuw en Pierre Mols, die steeds de hoofdrollen (Jane Channon en Gerald Dalmain) hebben vervuld, zullen ook op 2den Kerstdag in deze rollen optreden. [260,1854,494,1903]
paragraph: De aflevering bevat verschillende, min of meer uitvoerige stukken over de historie van het corps, aan de oprichting onder andere door H. E. Wendt en hooglijk Dr. van de vertrouwde F. H. Troostwijk en andere. Vervolgens worden vooral de aangemelde beschouwelijke aan de lustrum, van de oud-senatoren R. van der Noord van Hoogstraten. [506,1967,740,2075]
section-head-kunst-en-letteren: KUNST EN LETTEREN [7,34,249,126]
